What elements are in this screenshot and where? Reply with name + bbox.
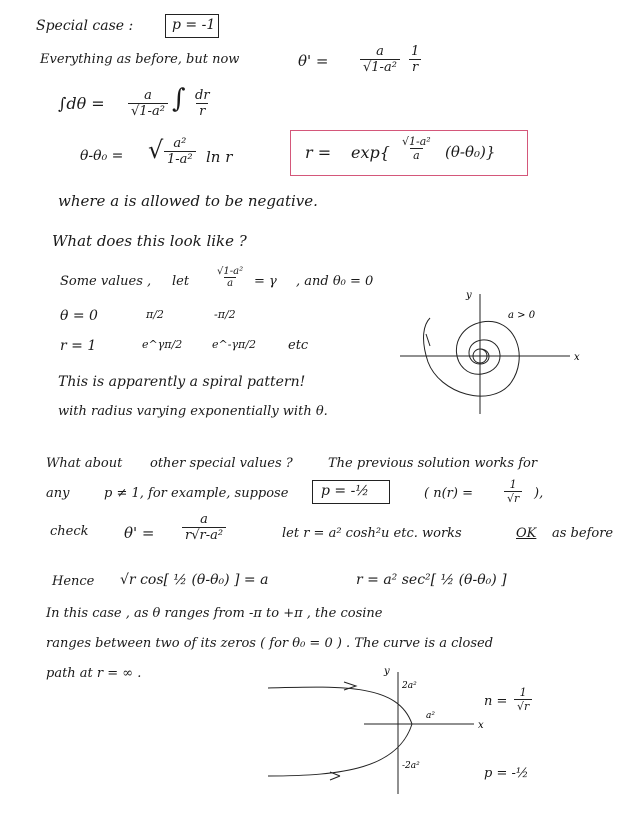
- result-box: [290, 130, 528, 176]
- graph-y-label: y: [384, 666, 390, 677]
- theta-prime-fraction: [360, 44, 400, 75]
- hence-equation: √r cos[ ½ (θ-θ₀) ] = a: [120, 572, 269, 588]
- n-close: ),: [534, 486, 544, 501]
- r-row-label: r = 1: [60, 338, 97, 354]
- spiral-note: This is apparently a spiral pattern!: [58, 374, 306, 390]
- denominator: a: [410, 148, 423, 162]
- n-def: ( n(r) =: [424, 486, 473, 501]
- denominator: r√r-a²: [182, 527, 226, 543]
- numerator: a: [200, 512, 208, 527]
- ln-r: ln r: [206, 148, 233, 166]
- result-r: r =: [305, 143, 332, 162]
- boxed-case-half-text: p = -½: [321, 483, 369, 499]
- spiral-x-label: x: [574, 352, 580, 363]
- line1-c: The previous solution works for: [328, 456, 538, 471]
- check-lhs: θ' =: [124, 524, 155, 542]
- spiral-curve: [424, 318, 520, 396]
- theta0-zero: , and θ₀ = 0: [296, 274, 374, 289]
- solution-lhs: θ-θ₀ =: [80, 148, 124, 164]
- denominator: r: [409, 59, 421, 75]
- special-case-title: Special case :: [36, 18, 134, 34]
- r-value-2: e^-γπ/2: [212, 338, 256, 351]
- ranges-line: ranges between two of its zeros ( for θ₀ = 0 ) . The curve is a closed: [46, 636, 494, 651]
- gamma-fraction: [214, 266, 246, 289]
- hence-label: Hence: [52, 574, 95, 589]
- numerator: 1: [509, 478, 517, 491]
- etc-label: etc: [288, 338, 309, 353]
- n2-fraction: [514, 686, 532, 713]
- denominator: √r: [514, 699, 532, 713]
- integral-sign: ∫: [172, 84, 186, 114]
- closed-curve-graph: [264, 664, 494, 814]
- some-values: Some values ,: [60, 274, 152, 289]
- numerator: √1-a²: [217, 266, 244, 277]
- result-fraction: [399, 135, 434, 162]
- gamma-eq: = γ: [254, 274, 277, 289]
- spiral-y-label: y: [466, 290, 472, 301]
- parabola-curve: [268, 687, 412, 776]
- as-before: as before: [552, 526, 614, 541]
- line1-a: What about: [46, 456, 123, 471]
- n-fraction: [504, 478, 522, 505]
- result-exp: exp{: [351, 143, 390, 162]
- bottom-tick-label: -2a²: [402, 761, 420, 771]
- numerator: a: [376, 44, 384, 59]
- intro-text: Everything as before, but now: [40, 52, 240, 67]
- r-solution: r = a² sec²[ ½ (θ-θ₀) ]: [356, 572, 507, 588]
- line1-b: other special values ?: [150, 456, 293, 471]
- line2-b: p ≠ 1, for example, suppose: [104, 486, 289, 501]
- dr-over-r-fraction: [192, 88, 213, 119]
- theta-prime-lhs: θ' =: [298, 52, 329, 70]
- numerator: a²: [173, 136, 187, 151]
- denominator: √1-a²: [128, 103, 168, 119]
- solution-fraction: [164, 136, 196, 167]
- graph-x-label: x: [478, 720, 484, 731]
- boxed-case-p-minus-half: [312, 480, 390, 504]
- denominator: 1-a²: [164, 151, 196, 167]
- integral-lhs: ∫dθ =: [58, 94, 105, 113]
- top-tick-label: 2a²: [402, 681, 417, 691]
- case-line: In this case , as θ ranges from -π to +π , the cosine: [46, 606, 383, 621]
- radius-note: with radius varying exponentially with θ.: [58, 404, 328, 419]
- result-tail: (θ-θ₀)}: [445, 143, 496, 161]
- theta-value-1: π/2: [146, 308, 164, 321]
- numerator: a: [144, 88, 152, 103]
- boxed-case-p-minus-1: [165, 14, 219, 38]
- let-substitution: let r = a² cosh²u etc. works: [282, 526, 462, 541]
- one-over-r-fraction: [408, 44, 422, 75]
- theta-value-2: -π/2: [214, 308, 236, 321]
- numerator: 1: [519, 686, 527, 699]
- denominator: √1-a²: [360, 59, 400, 75]
- denominator: √r: [504, 491, 522, 505]
- numerator: √1-a²: [402, 135, 431, 148]
- theta-row-label: θ = 0: [60, 308, 98, 324]
- numerator: dr: [195, 88, 210, 103]
- sqrt-sign: √: [148, 136, 164, 164]
- check-label: check: [50, 524, 89, 539]
- let-label: let: [172, 274, 190, 289]
- boxed-case-text: p = -1: [172, 17, 216, 33]
- integral-fraction: [128, 88, 168, 119]
- negative-note: where a is allowed to be negative.: [58, 192, 318, 210]
- path-line: path at r = ∞ .: [46, 666, 142, 681]
- numerator: 1: [411, 44, 420, 59]
- r-value-1: e^γπ/2: [142, 338, 183, 351]
- line2-a: any: [46, 486, 70, 501]
- vertex-label: a²: [426, 711, 435, 721]
- check-fraction: [182, 512, 226, 543]
- question: What does this look like ?: [52, 232, 247, 250]
- spiral-graph: [400, 284, 590, 434]
- spiral-arrow: [426, 334, 430, 346]
- denominator: a: [224, 277, 236, 289]
- denominator: r: [196, 103, 208, 119]
- p-label: p = -½: [484, 766, 529, 781]
- n-label: n =: [484, 694, 508, 709]
- spiral-condition: a > 0: [508, 310, 536, 321]
- ok-label: OK: [516, 526, 537, 541]
